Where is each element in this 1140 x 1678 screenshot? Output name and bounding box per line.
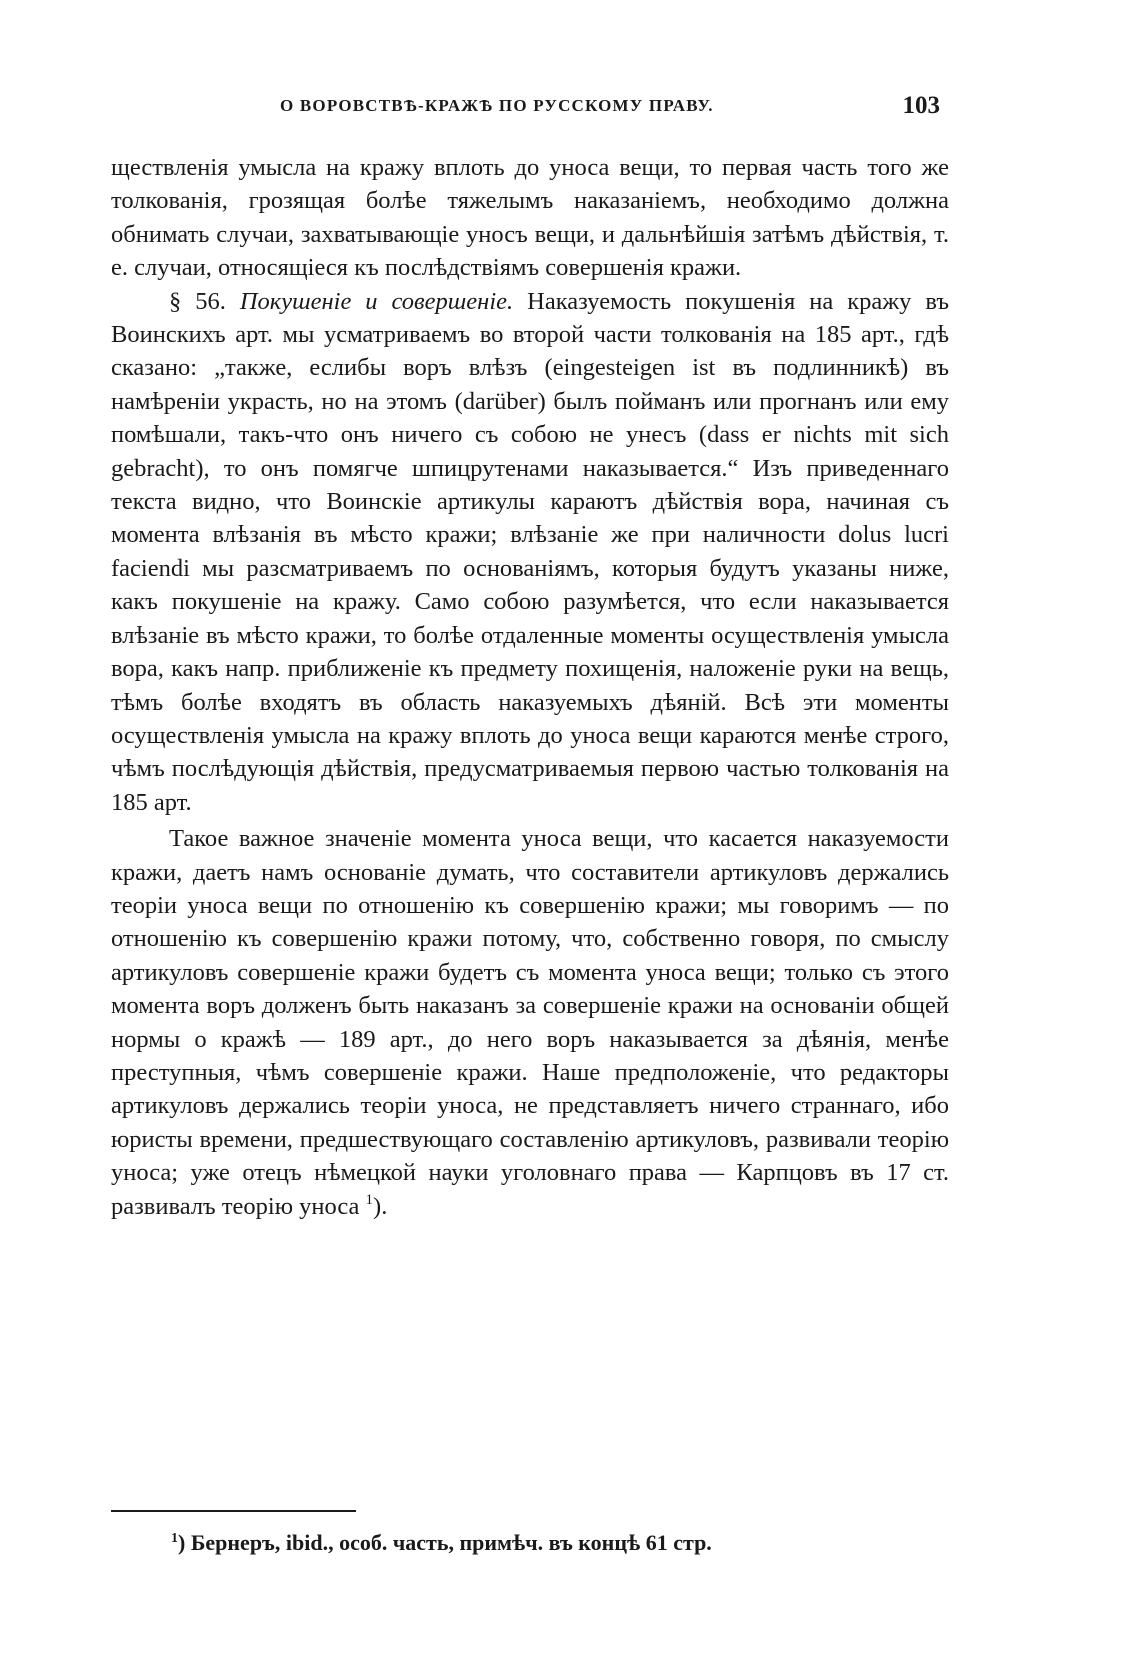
footnote-text: Бернеръ, ibid., особ. часть, примѣч. въ концѣ 61 стр. [185,1530,712,1555]
footnote-close: ) [178,1530,186,1555]
footnote-number: 1 [171,1531,178,1546]
footnote-reference: 1 [365,1191,374,1208]
footnote-rule [111,1510,356,1512]
running-head-title: О ВОРОВСТВѢ-КРАЖѢ ПО РУССКОМУ ПРАВУ. [280,96,714,115]
paragraph-theory-text: Такое важное значеніе момента уноса вещи, что касается наказуемости кражи, даетъ намъ основаніе думать, что составители артикуловъ держались теоріи уноса вещи по отношенію къ совершенію кражи; мы говоримъ — по отношенію къ совершенію кражи потому, что, собственно говоря, по смыслу артикуловъ совершеніе кражи будетъ съ момента уноса вещи; только съ этого момента воръ долженъ быть наказанъ за совершеніе кражи на основаніи общей нормы о кражѣ — 189 арт., до него воръ наказывается за дѣянія, менѣе преступныя, чѣмъ совершеніе кражи. Наше предположеніе, что редакторы артикуловъ держались теоріи уноса, не представляетъ ничего страннаго, ибо юристы времени, предшествующаго составленію артикуловъ, развивали теорію уноса; уже отецъ нѣмецкой науки уголовнаго права — Карпцовъ въ 17 ст. развивалъ теорію уноса [111,825,949,1220]
paragraph-section-56 [111,285,949,820]
section-text: Наказуемость покушенія на кражу въ Воинскихъ арт. мы усматриваемъ во второй части толкованія на 185 арт., гдѣ сказано: „также, еслибы воръ влѣзъ (eingesteigen ist въ подлинникѣ) въ намѣреніи украсть, но на этомъ (darüber) былъ пойманъ или прогнанъ или ему помѣшали, такъ-что онъ ничего съ собою не унесъ (dass er nichts mit sich gebracht), то онъ помягче шпицрутенами наказывается.“ Изъ приведеннаго текста видно, что Воинскіе артикулы караютъ дѣйствія вора, начиная съ момента влѣзанія въ мѣсто кражи; влѣзаніе же при наличности dolus lucri faciendi мы разсматриваемъ по основаніямъ, которыя будутъ указаны ниже, какъ покушеніе на кражу. Само собою разумѣется, что если наказывается влѣзаніе въ мѣсто кражи, то болѣе отдаленные моменты осуществленія умысла вора, какъ напр. приближеніе къ предмету похищенія, наложеніе руки на вещь, тѣмъ болѣе входятъ въ область наказуемыхъ дѣяній. Всѣ эти моменты осуществленія умысла на кражу вплоть до уноса вещи караются менѣе строго, чѣмъ послѣдующія дѣйствія, предусматриваемыя первою частью толкованія на 185 арт. [111,287,950,816]
paragraph-continuation: ществленія умысла на кражу вплоть до уноса вещи, то первая часть того же толкованія, грозящая болѣе тяжелымъ наказаніемъ, необходимо должна обнимать случаи, захватывающіе уносъ вещи, и дальнѣйшія затѣмъ дѣйствія, т. е. случаи, относящіеся къ послѣдствіямъ совершенія кражи. [111,154,949,282]
body-text [111,151,949,1223]
running-head [110,92,950,132]
paragraph-theory-end: ). [373,1192,388,1220]
page-number: 103 [902,92,940,119]
paragraph-theory [111,822,949,1223]
section-number: § 56. [169,287,226,315]
section-title: Покушеніе и совершеніе. [239,287,514,315]
footnote [171,1528,712,1558]
